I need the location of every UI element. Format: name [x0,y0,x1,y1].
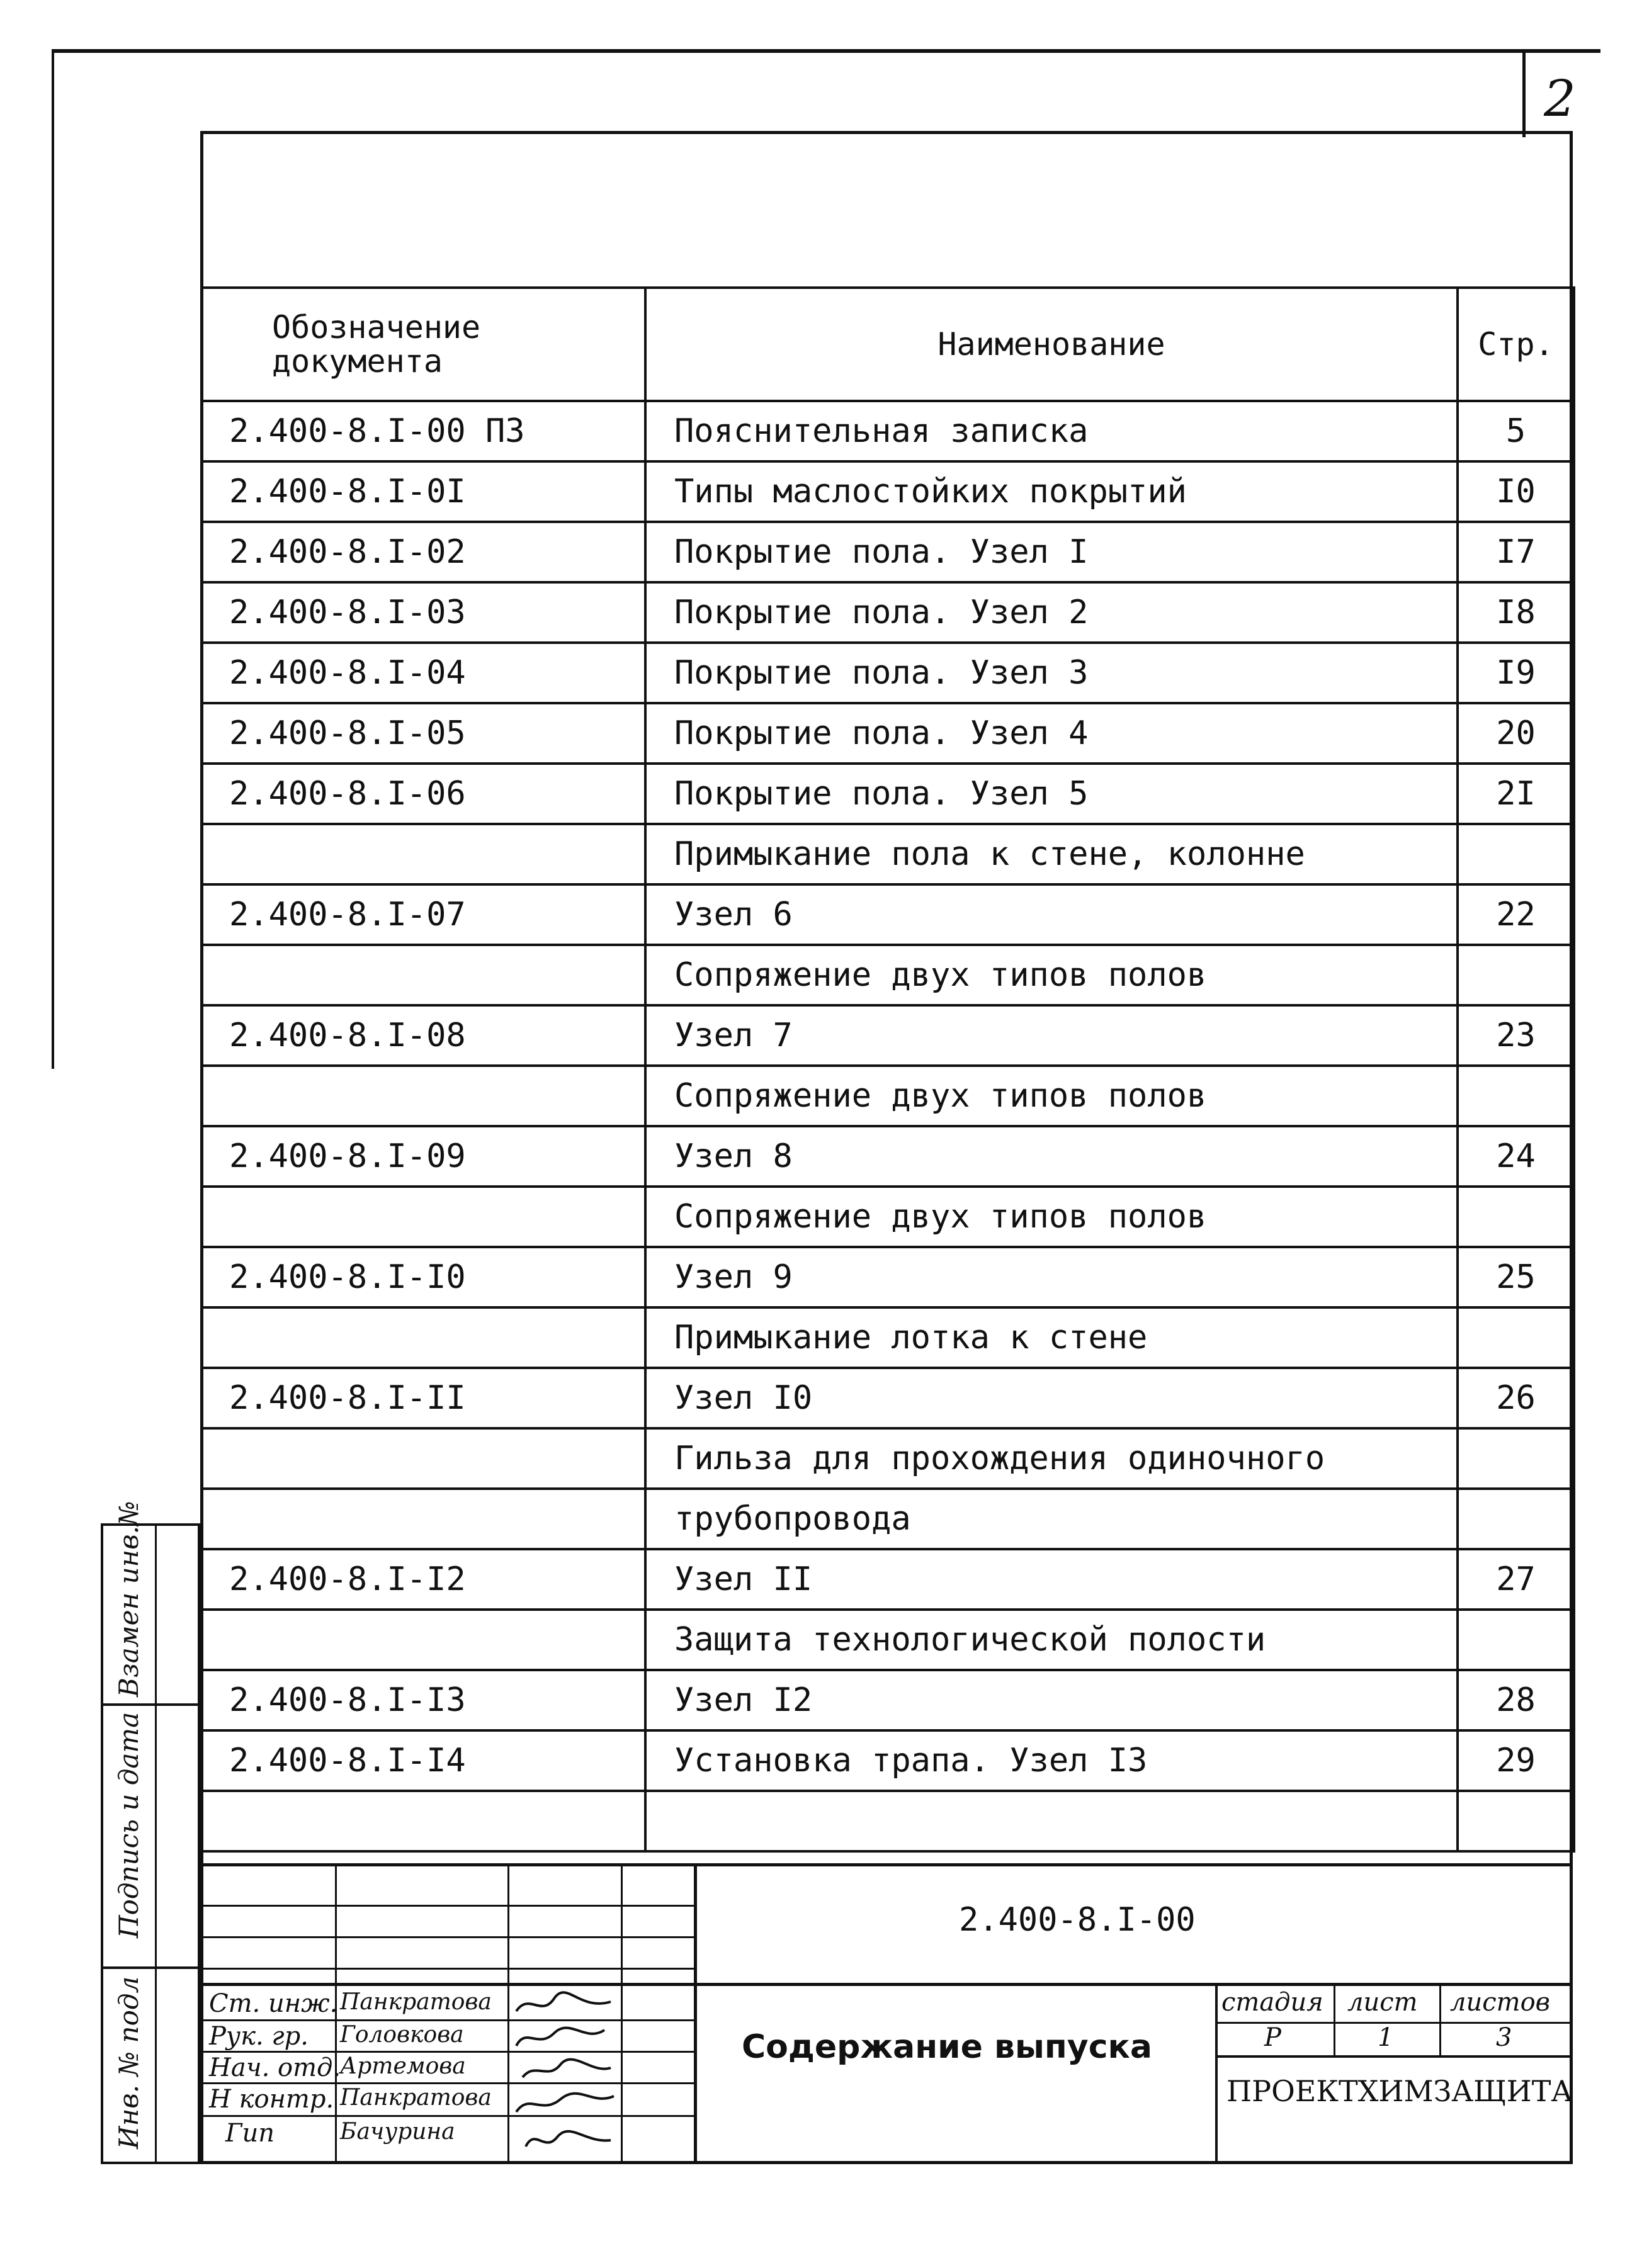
sign-role: Гип [225,2119,275,2148]
stage-label: стадия [1221,1988,1323,2017]
row-code: 2.400-8.I-09 [201,1126,645,1187]
side-stamp-divider [103,1703,198,1706]
side-stamp [101,1501,200,2164]
table-row [201,1791,1574,1851]
tb-line [200,1983,1573,1986]
signature-scribbles [510,1986,621,2162]
row-name: Примыкание пола к стене, колонне [645,824,1458,884]
table-row [201,1549,1574,1610]
row-page: 20 [1458,703,1574,764]
table-row [201,945,1574,1005]
table-row [201,1670,1574,1730]
row-name: Гильза для прохождения одиночного [645,1428,1458,1489]
table-row [201,582,1574,643]
row-code [201,1307,645,1368]
document-code: 2.400-8.I-00 [959,1901,1196,1939]
row-name: Узел 7 [645,1005,1458,1066]
side-stamp-inv-orig: Инв. № подл [113,1976,144,2149]
row-code: 2.400-8.I-0I [201,461,645,522]
row-page: 26 [1458,1368,1574,1428]
tb-line [1215,1983,1218,2164]
page-number-divider [1522,49,1526,137]
row-page: 23 [1458,1005,1574,1066]
sign-name: Артемова [340,2053,466,2079]
sign-role: Нач. отд. [209,2053,341,2082]
table-row [201,703,1574,764]
table-row [201,884,1574,945]
row-page: I9 [1458,643,1574,703]
side-stamp-divider [155,1526,157,2162]
row-name: Узел 8 [645,1126,1458,1187]
row-name: Узел II [645,1549,1458,1610]
table-row [201,1730,1574,1791]
table-row [201,764,1574,824]
side-stamp-divider [103,1966,198,1969]
table-row [201,1489,1574,1549]
row-name: Сопряжение двух типов полов [645,1066,1458,1126]
header-document-code [201,288,645,401]
tb-line [200,1936,694,1938]
row-name: Узел I2 [645,1670,1458,1730]
row-page [1458,824,1574,884]
tb-line [200,1905,694,1907]
frame-left-line [52,49,54,1069]
table-row [201,1005,1574,1066]
row-name [645,1791,1458,1851]
sign-name: Бачурина [340,2119,455,2145]
header-document-code-label: Обозначение документа [272,309,481,380]
row-code: 2.400-8.I-II [201,1368,645,1428]
sheet-value: 1 [1378,2023,1394,2052]
row-code [201,1428,645,1489]
sign-name: Панкратова [340,1989,492,2015]
tb-line [200,1968,694,1970]
row-name: Защита технологической полости [645,1610,1458,1670]
row-name: Покрытие пола. Узел 5 [645,764,1458,824]
row-name: Узел 6 [645,884,1458,945]
row-code: 2.400-8.I-I2 [201,1549,645,1610]
row-page: 28 [1458,1670,1574,1730]
table-row [201,643,1574,703]
row-page [1458,945,1574,1005]
row-name: Узел I0 [645,1368,1458,1428]
row-name: Узел 9 [645,1247,1458,1307]
row-name: Покрытие пола. Узел I [645,522,1458,582]
tb-line [1215,2055,1573,2058]
row-page [1458,1489,1574,1549]
side-stamp-inv-replace: Взамен инв.№ [113,1501,144,1697]
row-page [1458,1610,1574,1670]
organization-name: ПРОЕКТХИМЗАЩИТА [1226,2074,1573,2108]
header-page: Стр. [1458,288,1574,401]
sheets-label: листов [1450,1988,1550,2017]
tb-line [1334,1983,1335,2055]
row-code: 2.400-8.I-05 [201,703,645,764]
row-code [201,1187,645,1247]
sign-role: Н контр. [209,2085,334,2114]
frame-top-line [52,49,1600,53]
row-name: Установка трапа. Узел I3 [645,1730,1458,1791]
row-code: 2.400-8.I-I3 [201,1670,645,1730]
row-page: I8 [1458,582,1574,643]
row-page: 27 [1458,1549,1574,1610]
table-row [201,1428,1574,1489]
row-name: Типы маслостойких покрытий [645,461,1458,522]
tb-line [1439,1983,1441,2055]
tb-line [200,1863,1573,1866]
row-page: 5 [1458,401,1574,461]
row-page [1458,1428,1574,1489]
row-page [1458,1066,1574,1126]
row-name: Сопряжение двух типов полов [645,945,1458,1005]
document-title: Содержание выпуска [742,2028,1152,2066]
row-name: Покрытие пола. Узел 4 [645,703,1458,764]
side-stamp-sign-date: Подпись и дата [113,1712,144,1938]
row-code: 2.400-8.I-08 [201,1005,645,1066]
row-code: 2.400-8.I-06 [201,764,645,824]
table-row [201,1126,1574,1187]
table-header-row [201,288,1574,401]
row-code: 2.400-8.I-04 [201,643,645,703]
row-page: 29 [1458,1730,1574,1791]
sheets-value: 3 [1496,2023,1512,2052]
tb-line [507,1863,509,2164]
row-code: 2.400-8.I-I0 [201,1247,645,1307]
table-row [201,522,1574,582]
row-code: 2.400-8.I-00 ПЗ [201,401,645,461]
sign-name: Головкова [340,2022,464,2048]
row-name: Пояснительная записка [645,401,1458,461]
header-name: Наименование [645,288,1458,401]
row-code: 2.400-8.I-07 [201,884,645,945]
table-row [201,1368,1574,1428]
row-code [201,945,645,1005]
tb-line [621,1863,623,2164]
row-page: 25 [1458,1247,1574,1307]
row-code [201,1066,645,1126]
table-row [201,401,1574,461]
table-row [201,1066,1574,1126]
page-number: 2 [1544,69,1576,128]
row-page: 22 [1458,884,1574,945]
stage-value: Р [1264,2023,1281,2052]
sign-role: Ст. инж. [209,1989,338,2018]
sheet-label: лист [1347,1988,1418,2017]
contents-table [200,286,1575,1853]
row-page [1458,1187,1574,1247]
row-code [201,1791,645,1851]
row-code [201,1489,645,1549]
table-row [201,1187,1574,1247]
table-row [201,824,1574,884]
row-name: Покрытие пола. Узел 2 [645,582,1458,643]
row-code: 2.400-8.I-I4 [201,1730,645,1791]
row-name: трубопровода [645,1489,1458,1549]
row-page: I0 [1458,461,1574,522]
row-page: 24 [1458,1126,1574,1187]
table-row [201,1610,1574,1670]
table-row [201,1247,1574,1307]
sign-name: Панкратова [340,2085,492,2111]
sign-role: Рук. гр. [209,2022,309,2051]
row-code: 2.400-8.I-03 [201,582,645,643]
row-code [201,1610,645,1670]
row-page [1458,1307,1574,1368]
row-code [201,824,645,884]
row-name: Покрытие пола. Узел 3 [645,643,1458,703]
row-name: Примыкание лотка к стене [645,1307,1458,1368]
row-code: 2.400-8.I-02 [201,522,645,582]
table-row [201,1307,1574,1368]
title-block [200,1863,1573,2164]
row-page [1458,1791,1574,1851]
row-name: Сопряжение двух типов полов [645,1187,1458,1247]
tb-line [694,1863,697,2164]
table-row [201,461,1574,522]
row-page: 2I [1458,764,1574,824]
row-page: I7 [1458,522,1574,582]
